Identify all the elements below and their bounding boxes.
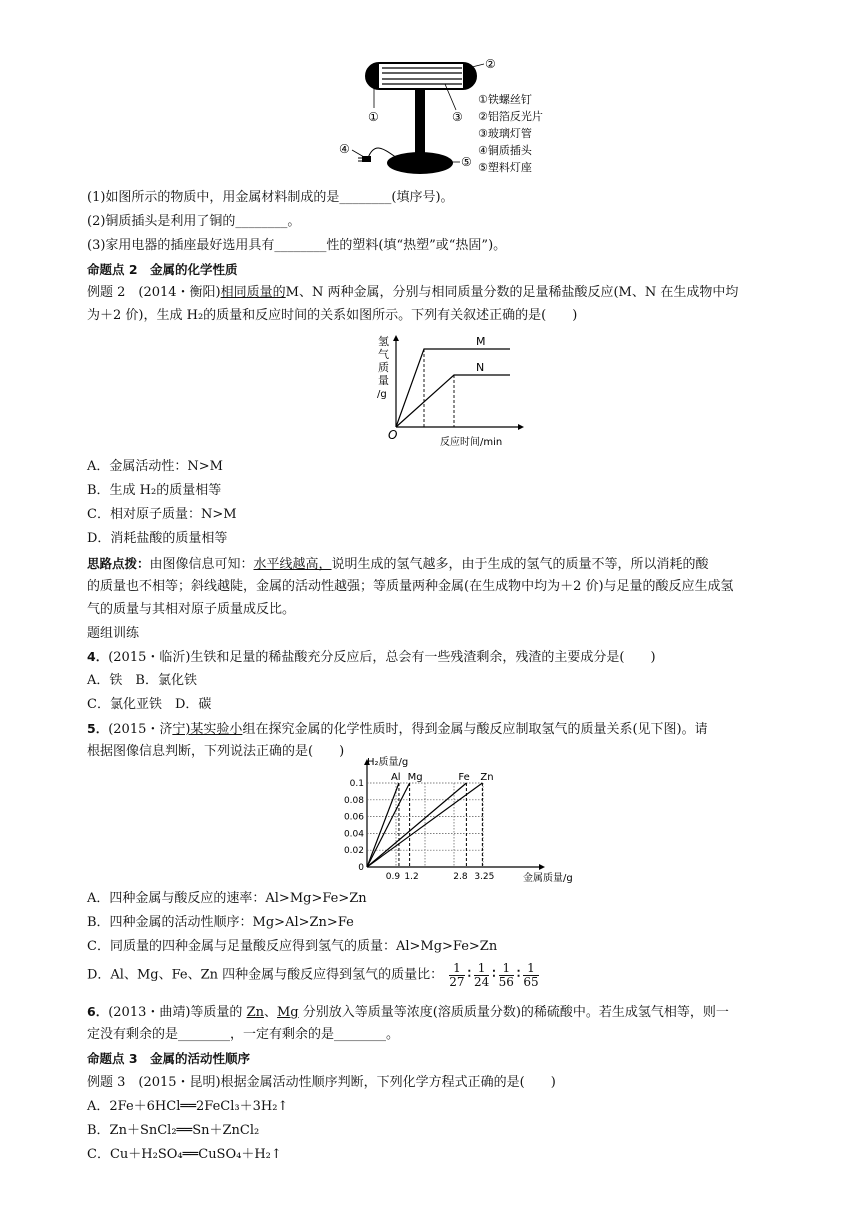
fraction-zn: $\frac{1}{65}$: [523, 960, 539, 989]
example2-line1: 例题 2 (2014・衡阳)相同质量的M、N 两种金属，分别与相同质量分数的足量稀盐酸反应(M、N 在生成物中均: [87, 285, 739, 300]
series-label-m: M: [476, 335, 486, 348]
q4-options-ab: A．铁 B．氯化铁: [87, 673, 197, 688]
example2-option-a: A．金属活动性：N>M: [87, 459, 223, 474]
q4-stem: 4．(2015・临沂)生铁和足量的稀盐酸充分反应后，总会有一些残渣剩余，残渣的主要成分是( ): [87, 649, 656, 665]
legend-3: ③玻璃灯管: [478, 127, 532, 140]
x-axis-arrow: [518, 424, 524, 430]
series-label-n: N: [476, 361, 485, 374]
y-axis-label-char: 氢: [378, 335, 389, 348]
callout-3: ③: [452, 110, 463, 124]
lamp-q1: (1)如图所示的物质中，用金属材料制成的是________(填序号)。: [87, 190, 454, 205]
legend-1: ①铁螺丝钉: [478, 93, 532, 106]
q5-option-a: A．四种金属与酸反应的速率：Al>Mg>Fe>Zn: [87, 891, 367, 906]
q5-stem-line2: 根据图像信息判断，下列说法正确的是( ): [87, 744, 345, 759]
series-line-al: [367, 783, 399, 867]
origin-label: O: [388, 428, 398, 442]
y-tick-label: 0.08: [343, 795, 364, 806]
example2-option-b: B．生成 H₂的质量相等: [87, 483, 222, 498]
example2-line2: 为＋2 价)，生成 H₂的质量和反应时间的关系如图所示。下列有关叙述正确的是( ): [87, 308, 578, 323]
y-tick-label: 0.1: [349, 779, 364, 789]
q5-stem-line1: 5．(2015・济宁)某实验小组在探究金属的化学性质时，得到金属与酸反应制取氢气的质量关系(见下图)。请: [87, 721, 708, 737]
q4-options-cd: C．氯化亚铁 D．碳: [87, 697, 212, 712]
x-tick-label: 1.2: [404, 872, 419, 882]
x-axis-label: 金属质量/g: [523, 873, 573, 884]
series-label-zn: Zn: [480, 772, 494, 783]
y-axis-label-char: 气: [378, 348, 389, 361]
y-axis-label-char: 质: [378, 361, 389, 374]
y-tick-label: 0.02: [343, 846, 364, 857]
lamp-figure: [0, 0, 860, 195]
legend-4: ④铜质插头: [478, 144, 532, 157]
y-axis-label-char: 量: [378, 374, 389, 387]
y-tick-label: 0.06: [343, 812, 364, 823]
q5-option-c: C．同质量的四种金属与足量酸反应得到氢气的质量：Al>Mg>Fe>Zn: [87, 939, 498, 954]
hydrogen-time-chart: [360, 333, 540, 448]
q6-stem-line1: 6．(2013・曲靖)等质量的 Zn、Mg 分别放入等质量等浓度(溶质质量分数)的稀硫酸中。若生成氢气相等，则一: [87, 1004, 729, 1020]
x-tick-label: 2.8: [453, 872, 468, 882]
x-tick-label: 0.9: [385, 872, 401, 882]
series-line-fe: [367, 783, 466, 867]
callout-2: ②: [485, 57, 496, 71]
series-label-mg: Mg: [407, 772, 423, 783]
q5-option-b: B．四种金属的活动性顺序：Mg>Al>Zn>Fe: [87, 915, 354, 930]
series-label-al: Al: [390, 772, 401, 783]
hint-line1: 思路点拨：由图像信息可知：水平线越高，说明生成的氢气越多，由于生成的氢气的质量不等，所以消耗的酸: [87, 556, 709, 572]
callout-1: ①: [368, 110, 379, 124]
series-line-mg: [367, 783, 410, 867]
q6-stem-line2: 定没有剩余的是________，一定有剩余的是________。: [87, 1027, 400, 1042]
y-tick-label: 0: [358, 863, 364, 873]
callout-4: ④: [339, 142, 350, 156]
x-axis-arrow: [539, 864, 545, 870]
section-2-title: 命题点 2 金属的化学性质: [87, 262, 238, 277]
fraction-fe: $\frac{1}{56}$: [498, 960, 514, 989]
x-tick-label: 3.25: [474, 872, 495, 882]
example2-option-d: D．消耗盐酸的质量相等: [87, 531, 228, 546]
legend-5: ⑤塑料灯座: [478, 161, 532, 174]
series-line-m: [396, 349, 510, 427]
callout-5: ⑤: [461, 155, 472, 169]
fraction-al: $\frac{1}{27}$: [449, 960, 465, 989]
section-3-title: 命题点 3 金属的活动性顺序: [87, 1051, 251, 1066]
example3-stem: 例题 3 (2015・昆明)根据金属活动性顺序判断，下列化学方程式正确的是( ): [87, 1075, 556, 1090]
example3-option-b: B．Zn＋SnCl₂══Sn＋ZnCl₂: [87, 1123, 260, 1138]
y-axis-unit: /g: [377, 389, 387, 400]
example3-option-a: A．2Fe＋6HCl══2FeCl₃＋3H₂↑: [87, 1099, 289, 1114]
series-line-n: [396, 375, 510, 427]
hint-line3: 气的质量与其相对原子质量成反比。: [87, 602, 296, 617]
fraction-mg: $\frac{1}{24}$: [473, 960, 490, 989]
x-axis-label: 反应时间/min: [440, 437, 503, 448]
q5-option-d: D．Al、Mg、Fe、Zn 四种金属与酸反应得到氢气的质量比： $\frac{1}{27}$ ∶ $\frac{1}{24}$ ∶ $\frac{1}{56}$ ∶ $\frac{1}{65}$: [87, 960, 539, 989]
example3-option-c: C．Cu＋H₂SO₄══CuSO₄＋H₂↑: [87, 1147, 282, 1162]
y-axis-label: H₂质量/g: [367, 757, 409, 768]
legend-2: ②铝箔反光片: [478, 110, 543, 123]
y-tick-label: 0.04: [343, 829, 364, 840]
series-label-fe: Fe: [458, 772, 470, 783]
lamp-q2: (2)铜质插头是利用了铜的________。: [87, 214, 301, 229]
hint-line2: 的质量也不相等；斜线越陡，金属的活动性越强；等质量两种金属(在生成物中均为＋2 价)与足量的酸反应生成氢: [87, 579, 734, 594]
drill-title: 题组训练: [87, 626, 140, 641]
example2-option-c: C．相对原子质量：N>M: [87, 507, 237, 522]
lamp-q3: (3)家用电器的插座最好选用具有________性的塑料(填“热塑”或“热固”)。: [87, 238, 507, 253]
y-axis-arrow: [393, 335, 399, 341]
hydrogen-metal-mass-chart: [335, 755, 573, 885]
